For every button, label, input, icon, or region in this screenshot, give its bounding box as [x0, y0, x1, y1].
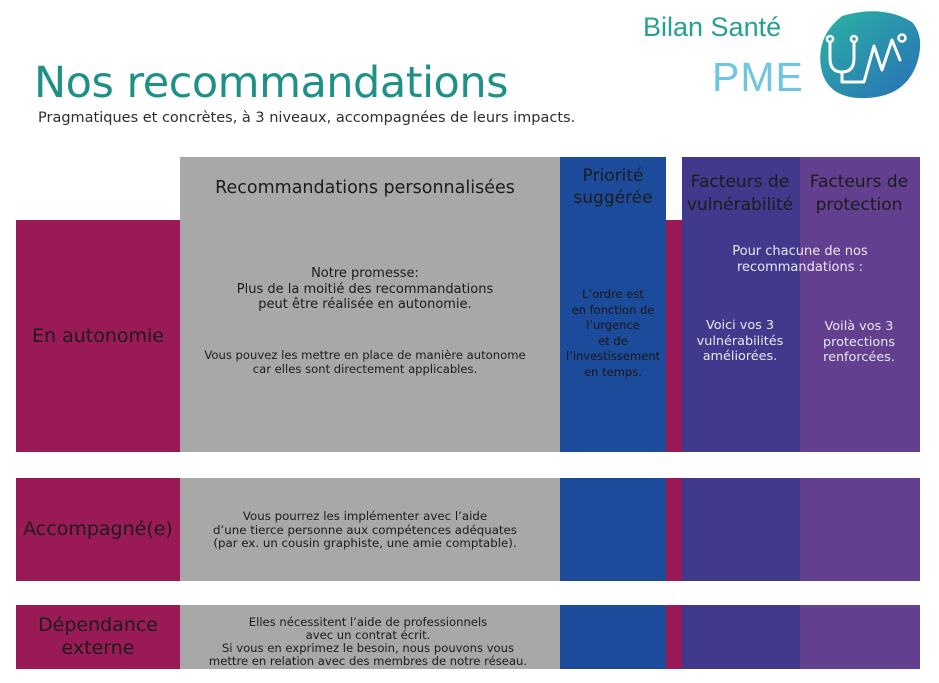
impacts-intro: Pour chacune de nos recommandations : [732, 244, 868, 275]
brand-pme: PME [712, 54, 804, 100]
page-title: Nos recommandations [34, 58, 508, 108]
accompagne-description: Vous pourrez les implémenter avec l’aide d’une tierce personne aux compétences adéquates (par ex. un cousin graphiste, une amie comptable). [213, 509, 517, 550]
autonomie-description: Vous pouvez les mettre en place de manière autonome car elles sont directement applicables. [204, 348, 526, 376]
protection-impact: Voilà vos 3 protections renforcées. [822, 319, 896, 365]
column-header-priority: Priorité suggérée [573, 166, 653, 208]
accompagne-separator [666, 478, 682, 581]
dependance-vulnerability-cell [682, 605, 800, 669]
autonomie-promise: Notre promesse: Plus de la moitié des recommandations peut être réalisée en autonomie. [236, 266, 494, 312]
dependance-description: Elles nécessitent l’aide de professionnels avec un contrat écrit. Si vous en exprimez le besoin, nous pouvons vous mettre en relation avec des membres de notre réseau. [208, 615, 528, 668]
column-header-reco: Recommandations personnalisées [215, 178, 515, 198]
accompagne-priority-cell [560, 478, 666, 581]
accompagne-vulnerability-cell [682, 478, 800, 581]
row-label-dependance: Dépendance externe [16, 605, 180, 669]
magenta-separator [666, 220, 682, 452]
accompagne-protection-cell [800, 478, 920, 581]
row-label-accompagne: Accompagné(e) [16, 478, 180, 581]
row-label-autonomie: En autonomie [16, 220, 180, 452]
dependance-protection-cell [800, 605, 920, 669]
brand-name: Bilan Santé [643, 12, 782, 42]
column-header-vulnerability: Facteurs de vulnérabilité [686, 172, 794, 215]
stethoscope-logo-icon [812, 8, 924, 104]
vulnerability-impact: Voici vos 3 vulnérabilités améliorées. [696, 318, 784, 364]
dependance-priority-cell [560, 605, 666, 669]
page-subtitle: Pragmatiques et concrètes, à 3 niveaux, accompagnées de leurs impacts. [38, 110, 576, 126]
dependance-separator [666, 605, 682, 669]
column-header-protection: Facteurs de protection [809, 172, 909, 215]
priority-explanation: L’ordre est en fonction de l’urgence et de l’investissement en temps. [565, 287, 661, 379]
